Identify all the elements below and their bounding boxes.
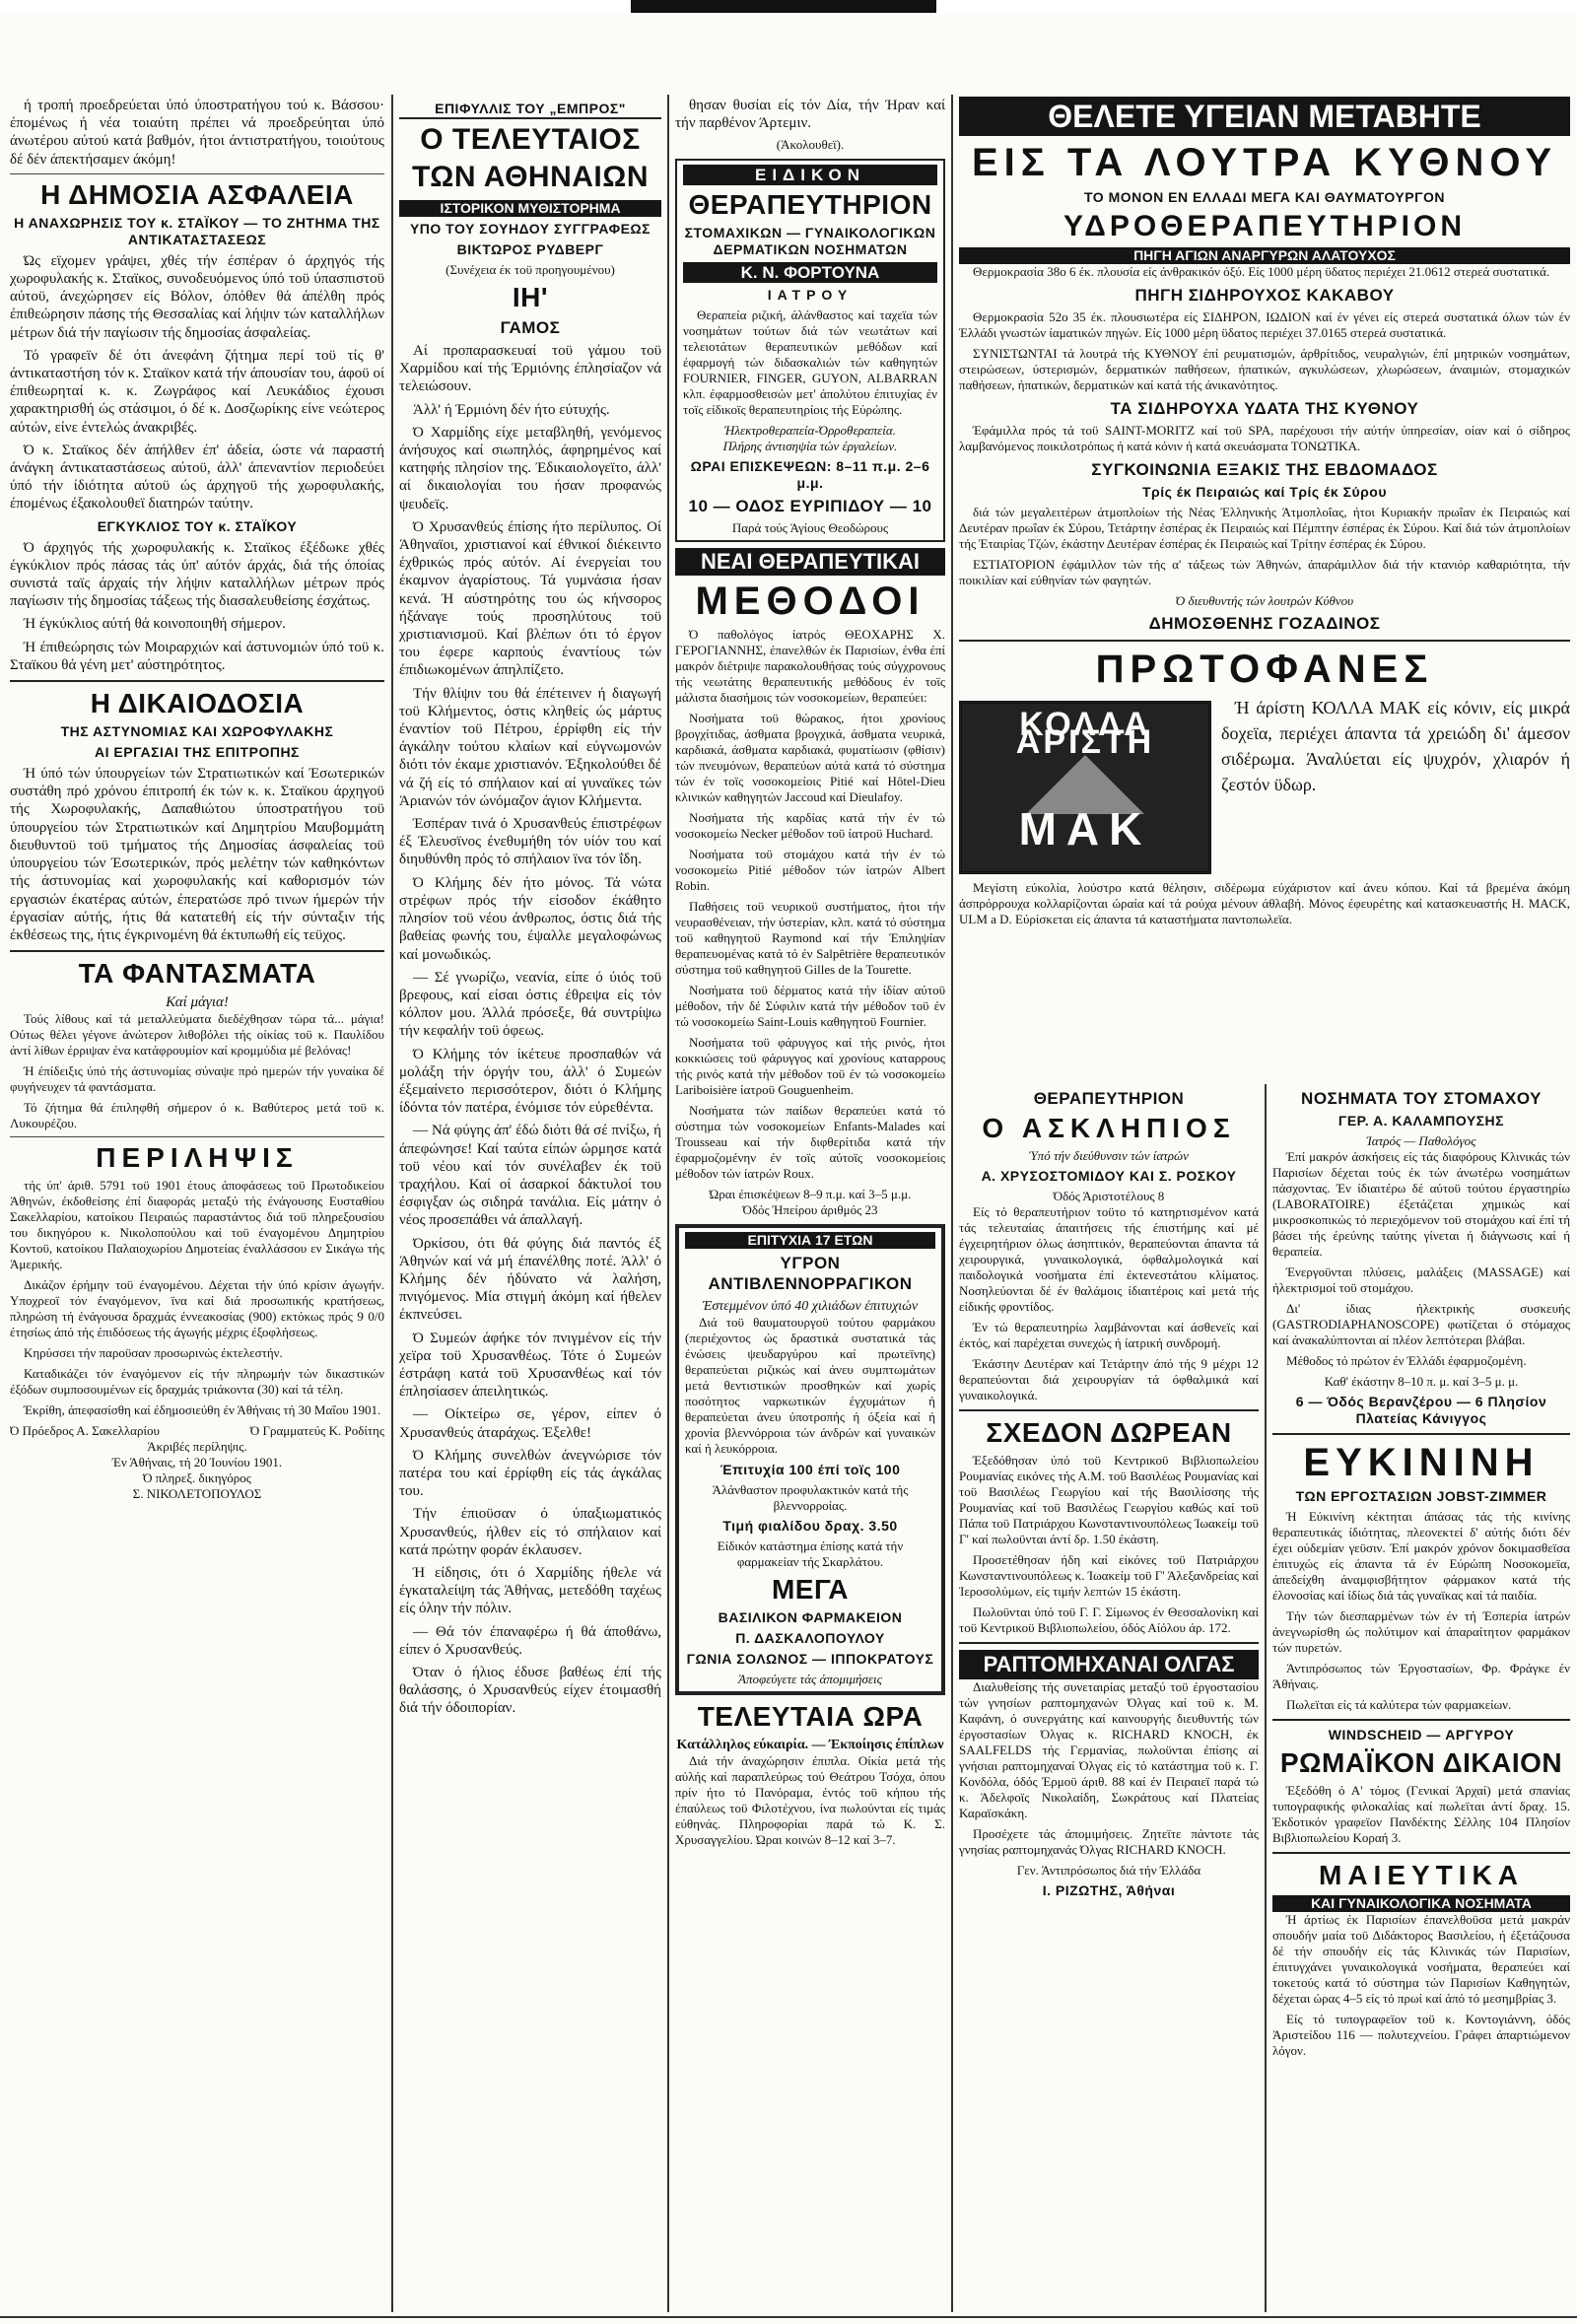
mak-label: ΜΑΚ bbox=[1018, 803, 1152, 855]
novel-subtitle: ΙΣΤΟΡΙΚΟΝ ΜΥΘΙΣΤΟΡΗΜΑ bbox=[399, 200, 661, 217]
paragraph: Έκάστην Δευτέραν καί Τετάρτην άπό τής 9 μέχρι 12 θεραπεύονται διά χειρουργίαν τά όφθαλμικά καί γυναικολογικά. bbox=[959, 1356, 1259, 1402]
pharmacy-address: ΓΩΝΙΑ ΣΟΛΩΝΟΣ — ΙΠΠΟΚΡΑΤΟΥΣ bbox=[686, 1651, 934, 1668]
banner-health: ΘΕΛΕΤΕ ΥΓΕΙΑΝ ΜΕΤΑΒΗΤΕ bbox=[959, 97, 1570, 136]
section-title-justice: Η ΔΙΚΑΙΟΔΟΣΙΑ bbox=[90, 688, 305, 719]
paragraph: Είς τό θεραπευτήριον τοϋτο τό κατηρτισμένον κατά τάς τελευταίας άπαιτήσεις τής έπιστήμης καί μέ έγχειρητήριον όλως άσηπτικόν, θεραπεύονται άπαντα τά χειρουργικά, γυναικολογικά, όφθαλμολογικά καί παιδολογικά νοσήματα έπί έκτενεστάτου κλίματος. Νοσηλεύονται δέ έν θαλάμοις ίδιαιτέροις καί μετά τής είδικής φροντίδος. bbox=[959, 1204, 1259, 1314]
author-name: ΒΙΚΤΩΡΟΣ ΡΥΔΒΕΡΓ bbox=[456, 241, 604, 257]
paragraph: Τό γραφεϊν δέ ότι άνεφάνη ζήτημα περί τοϋ τίς θ' άντικαταστήση τόν κ. Σταϊκον κατά τήν άπουσίαν του, άφοϋ οί έπιθεωρηταί κ. κ. Ζωγράφος καί Λευκάδιος έχουσι χαρακτηρισθή ώς στάσιμοι, ό δέ κ. Δοσζωρίκης είνε νεώτερος αύτών, είνε έντελώς άνακριβές. bbox=[10, 347, 384, 436]
paragraph: Ή έπιθεώρησις τών Μοιραρχιών καί άστυνομιών ύπό τοϋ κ. Σταϊκου θά γένη μετ' αύστηρότητος. bbox=[10, 639, 384, 673]
paragraph: Ό παθολόγος ίατρός ΘΕΟΧΑΡΗΣ Χ. ΓΕΡΟΓΙΑΝΝΗΣ, έπανελθών έκ Παρισίων, ένθα έπί μακρόν διέτριψε παρακολουθήσας τούς σύγχρονους τής νεωτάτης θεραπευτικής μεθόδους έν τοϊς μάλιστα διασήμοις τών νοσοκομείων, θεραπεύει: bbox=[675, 627, 945, 706]
paragraph: Νοσήματα τοϋ θώρακος, ήτοι χρονίους βρογχίτιδας, άσθματα βρογχικά, άσθματα νευρικά, καρδιακά, άσθματα καρδιακά, φυματίωσιν (φθίσιν) τών πνευμόνων, θεραπεύων αύτά κατά τό σύστημα τών έν τοϊς νοσοκομείοις Pitié καί Hôtel-Dieu κλινικών καθηγητών Jaccoud καί Dieulafoy. bbox=[675, 711, 945, 805]
paragraph: Παθήσεις τοϋ νευρικοϋ συστήματος, ήτοι τήν νευρασθένειαν, τήν ύστερίαν, κλπ. κατά τό σύστημα τοϋ καθηγητοϋ Raymond καί τήν Έπιληψίαν θεραπευομένας κατά τό έν Salpêtrière θεραπευτικόν σύστημα τοϋ καθηγητοϋ Gilles de la Tourette. bbox=[675, 899, 945, 978]
paragraph: Προσετέθησαν ήδη καί είκόνες τοϋ Πατριάρχου Κωνσταντινουπόλεως κ. Ίωακείμ τοϋ Γ' Άλεξανδρείας καί Ίεροσολύμων, είς τιμήν λεπτών 15 έκάστη. bbox=[959, 1552, 1259, 1599]
note: Άκριβές περίληψις. bbox=[147, 1439, 247, 1455]
ad-kicker: ΕΠΙΤΥΧΙΑ 17 ΕΤΩΝ bbox=[685, 1232, 935, 1249]
ad-title-midwifery: ΜΑΙΕΥΤΙΚΑ bbox=[1319, 1860, 1524, 1890]
paragraph: — Σέ γνωρίζω, νεανία, είπε ό ύιός τοϋ βρεφους, καί είσαι όστις έθρεψα είς τόν κόλπον μου. Άλλά πρόσεξε, θά συντρίψω τήν κεφαλήν τοϋ όφεως. bbox=[399, 969, 661, 1040]
paragraph: Ό άρχηγός τής χωροφυλακής κ. Σταϊκος έξέδωκε χθές έγκύκλιον πρός πάσας τάς ύπ' αύτόν άρχάς, διά τής όποίας συνιστά ταϊς άρχαίς τήν λήψιν καταλλήλων μέτρων πρός παγίωσιν τής δημοσίας τάξεως τής διασαλευθείσης έσχάτως. bbox=[10, 539, 384, 610]
ad-price: Τιμή φιαλίδου δραχ. 3.50 bbox=[722, 1518, 898, 1535]
shipping-title: ΣΥΓΚΟΙΝΩΝΙΑ ΕΞΑΚΙΣ ΤΗΣ ΕΒΔΟΜΑΔΟΣ bbox=[1091, 460, 1438, 479]
ad-mega: ΜΕΓΑ bbox=[771, 1574, 849, 1606]
paragraph: διά τών μεγαλειτέρων άτμοπλοίων τής Νέας Έλληνικής Άτμοπλοΐας, ήτοι Κυριακήν πρωΐαν έκ Πειραιώς καί Δευτέραν πρωΐαν έκ Σύρου, Τετάρτην έσπέρας έκ Πειραιώς καί Πέμπτην έσπέρας έκ Σύρου. Καί διά τών άτμοπλοίων τής Έταιρίας Τζών, έκάστην Δευτέραν έσπέρας έκ Πειραιώς καί Τρίτην έσπέρας έκ Σύρου. bbox=[959, 505, 1570, 551]
article-intro: ή τροπή προεδρεύεται ύπό ύποστρατήγου τού κ. Βάσσου· έπομένως ή νέα τοιαύτη πρέπει νά προεδρεύηται ύπό άνωτέρου αύτού κατά βαθμόν, ήτοι άντιστρατήγου, τοιούτους δέ δέν άπεκτήσαμεν άκόμη! bbox=[10, 98, 384, 168]
clinic-address: Όδός Άριστοτέλους 8 bbox=[1053, 1189, 1165, 1203]
divider bbox=[1272, 1852, 1570, 1854]
paragraph: Θερμοκρασία 52ο 35 έκ. πλουσιωτέρα είς ΣΙΔΗΡΟΝ, ΙΩΔΙΟΝ καί έν γένει είς στερεά συστατικά όλων τών έν Έλλάδι γνωστών ίαματικών πηγών. Είς 1000 μέρη ϋδατος περιέχει 37.0165 στερεά συστατικά. bbox=[959, 309, 1570, 340]
paragraph: — Θά τόν έπαναφέρω ή θά άποθάνω, είπεν ό Χρυσανθεύς. bbox=[399, 1623, 661, 1658]
ad-title-methods: ΜΕΘΟΔΟΙ bbox=[695, 580, 926, 624]
paragraph: Πωλοϋνται ύπό τοϋ Γ. Γ. Σίμωνος έν Θεσσαλονίκη καί τοϋ Κεντρικοϋ Βιβλιοπωλείου, όδός Αίόλου άρ. 172. bbox=[959, 1605, 1259, 1635]
section-title-summary: ΠΕΡΙΛΗΨΙΣ bbox=[96, 1142, 299, 1174]
paragraph: Όταν ό ήλιος έδυσε βαθέως έπί τής θαλάσσης, ό Χρυσανθεύς είχεν έτοιμασθή διά τήν όδοιπορίαν. bbox=[399, 1665, 661, 1717]
signature: Γεν. Άντιπρόσωπος διά τήν Έλλάδα bbox=[1016, 1863, 1201, 1878]
ad-hours: ΩΡΑΙ ΕΠΙΣΚΕΨΕΩΝ: 8–11 π.μ. 2–6 μ.μ. bbox=[690, 458, 930, 492]
paragraph: Ή άρίστη ΚΟΛΛΑ ΜΑΚ είς κόνιν, είς μικρά δοχεϊα, περιέχει άπαντα τά χρειώδη δι' άμεσον σιδέρωμα. Άναλύεται είς ψυχρόν, χλιαρόν ή ζεστόν ϋδωρ. bbox=[1221, 698, 1570, 794]
column-feuilleton bbox=[399, 97, 661, 2314]
ad-kicker: WINDSCHEID — ΑΡΓΥΡΟΥ bbox=[1328, 1727, 1515, 1743]
note: Έν Άθήναις, τή 20 Ίουνίου 1901. bbox=[111, 1455, 283, 1470]
paragraph: Μεγίστη εύκολία, λούστρο κατά θέλησιν, σιδέρωμα εύχάριστον καί άνευ κόπου. Καί τά βρεμένα άκόμη άσπρόρρουχα κολλαρίζονται ώραία καί τά ρούχα μένουν άθλαβή. Μόνος έφευρέτης καί κατασκευαστής H. MACK, ULM a D. Εύρίσκεται είς άπαντα τά καταστήματα παντοπωλεϊα. bbox=[959, 880, 1570, 926]
continuation-note: (Συνέχεια έκ τοϋ προηγουμένου) bbox=[446, 262, 615, 277]
paragraph: Άντιπρόσωπος τών Έργοστασίων, Φρ. Φράγκε έν Άθήναις. bbox=[1272, 1661, 1570, 1691]
paragraph: Τήν τών διεσπαρμένων τών έν τή Έσπερία ίατρών άνεγνωρίσθη ώς πολύτιμον καί άπαραίτητον φαρμάκον τών πυρετών. bbox=[1272, 1608, 1570, 1655]
ad-note: Ήλεκτροθεραπεία-Όρροθεραπεία. bbox=[724, 423, 896, 439]
paragraph: — Οίκτείρω σε, γέρον, είπεν ό Χρυσανθεύς άταράχως. Έξελθε! bbox=[399, 1406, 661, 1441]
paragraph: Θεραπεία ριζική, άλάνθαστος καί ταχεϊα τών νοσημάτων τούτων διά τών νεωτάτων καί τελειοτάτων θεραπευτικών μεθόδων καί έφαρμογή τών διδασκαλιών τών καθηγητών FOURNIER, FINGER, GUYON, ALBARRAN κλπ. έφαρμοσθεισών μετ' άπολύτου έπιτυχίας έν τοϊς είδικοϊς θεραπευτηρίοις τής Εύρώπης. bbox=[683, 308, 937, 418]
ad-title-almost-free: ΣΧΕΔΟΝ ΔΩΡΕΑΝ bbox=[986, 1417, 1232, 1448]
paragraph: Ένεργοϋνται πλύσεις, μαλάξεις (MASSAGE) καί ήλεκτρισμοί τοϋ στομάχου. bbox=[1272, 1265, 1570, 1295]
section-subtitle: Η ΑΝΑΧΩΡΗΣΙΣ ΤΟΥ κ. ΣΤΑΪΚΟΥ — ΤΟ ΖΗΤΗΜΑ ΤΗΣ ΑΝΤΙΚΑΤΑΣΤΑΣΕΩΣ bbox=[14, 214, 380, 247]
paragraph: Νοσήματα τοϋ φάρυγγος καί τής ρινός, ήτοι κοκκιώσεις τοϋ φάρυγγος καί χρονίους καταρρους τής ρινός κατά τήν μέθοδον τοϋ έν τώ νοσοκομείω Lariboisière ίατροϋ Gouguenheim. bbox=[675, 1035, 945, 1098]
paragraph: Νοσήματα τοϋ στομάχου κατά τήν έν τώ νοσοκομείω Pitié μέθοδον τών ίατρών Albert Robin. bbox=[675, 847, 945, 894]
ad-note: Είδικόν κατάστημα έπίσης κατά τήν φαρμακείαν τής Σκαρλάτου. bbox=[717, 1538, 904, 1570]
paragraph: — Νά φύγης άπ' έδώ διότι θά σέ πνίξω, ή άπεφώνησε! Καί ταύτα είπών ώρμησε κατά τοϋ νέου καί τόν συνέλαβεν έκ τοϋ τραχήλου. Καί οί άσαρκοί δάκτυλοί του έσφιγξαν ώς σιδηρά τανάλια. Είς μάτην ό νέος προσεπάθει νά άπαλλαγή. bbox=[399, 1123, 661, 1229]
paragraph: Έκρίθη, άπεφασίσθη καί έδημοσιεύθη έν Άθήναις τή 30 Μαΐου 1901. bbox=[24, 1402, 381, 1418]
ad-subtitle: Έστεμμένον ύπό 40 χιλιάδων έπιτυχιών bbox=[702, 1299, 919, 1315]
paragraph: Διά τήν άναχώρησιν έπιπλα. Οίκία μετά τής αύλής καί παραπλεύρως τού Θεάτρου Τσόχα, όπου πρίν ήτο τό Πανόραμα, έντός τοϋ κήπου τής έπαύλεως τοϋ Φιλοτέχνου, ίνα πωλούνται είς τιμάς εύθηνάς. Πληροφορίαι παρά τώ Κ. Σ. Χρυσαγγελίου. Ώραι κοινών 8–12 καί 3–7. bbox=[675, 1753, 945, 1848]
column-rule bbox=[391, 95, 393, 2312]
director-line: Ό διευθυντής τών λουτρών Κύθνου bbox=[1175, 593, 1354, 608]
paragraph: Είς τό τυπογραφεϊον τοϋ κ. Κοντογιάννη, όδός Άριστείδου 116 — πολυτεχνείου. Γράφει άπαρτιώμενον λόγον. bbox=[1272, 2012, 1570, 2058]
paragraph: Έφάμιλλα πρός τά τοϋ SAINT-MORITZ καί τοϋ SPA, παρέχουσι τήν αύτήν ύπηρεσίαν, οίαν καί ό σίδηρος λαμβανόμενος ποικιλοτρόπως ή κατά κόνιν ή κατά σκευάσματα ΤΟΝΩΤΙΚΑ. bbox=[959, 423, 1570, 453]
paragraph: Όρκίσου, ότι θά φύγης διά παντός έξ Άθηνών καί νά μή έπανέλθης ποτέ. Άλλ' ό Κλήμης δέν ήδύνατο νά λαλήση, πνιγόμενος. Μία στιγμή άκόμη καί ήθελεν έκπνεύσει. bbox=[399, 1235, 661, 1324]
ad-address: 10 — ΟΔΟΣ ΕΥΡΙΠΙΔΟΥ — 10 bbox=[688, 497, 932, 516]
author-line: ΥΠΟ ΤΟΥ ΣΟΥΗΔΟΥ ΣΥΓΓΡΑΦΕΩΣ bbox=[409, 221, 651, 237]
divider bbox=[10, 173, 384, 174]
section-title-public-safety: Η ΔΗΜΟΣΙΑ ΑΣΦΑΛΕΙΑ bbox=[40, 178, 354, 210]
paragraph: Νοσήματα τών παίδων θεραπεύει κατά τό σύστημα τών νοσοκομείων Enfants-Malades καί Trousseau καί τήν διφθερίτιδα κατά τήν έφαρμοζομένην έν τοϊς αύτοϊς νοσοκομείοις μέθοδον τών ίατρών Roux. bbox=[675, 1103, 945, 1182]
continuation-note: (Άκολουθεϊ). bbox=[776, 137, 845, 153]
divider bbox=[1272, 1433, 1570, 1435]
paragraph: Διαλυθείσης τής συνεταιρίας μεταξύ τοϋ έργοστασίου τών γνησίων ραπτομηχανών Όλγας καί τοϋ κ. Μ. Καφάνη, ό συνεργάτης καί καινουργής διευθυντής τών έργοστασίων Όλγας κ. RICHARD KNOCH, έκ SAALFELDS τής Γερμανίας, πωλοϋνται έπίσης αί γνήσιαι ραπτομηχαναί Όλγας είς τό κατάστημα τοϋ κ. Γ. Κονδόλα, όδός Έρμοϋ άριθ. 88 καί έν Πειραιεϊ παρά τώ κ. Άδελφοϊς Νικολαίδη, Σωκράτους καί Πλατείας Καραϊσκάκη. bbox=[959, 1679, 1259, 1820]
paragraph: Άλλ' ή Έρμιόνη δέν ήτο εύτυχής. bbox=[413, 401, 610, 418]
ad-title-unprecedented: ΠΡΩΤΟΦΑΝΕΣ bbox=[1095, 648, 1434, 691]
ad-title-sewing-machines: ΡΑΠΤΟΜΗΧΑΝΑΙ ΟΛΓΑΣ bbox=[959, 1650, 1259, 1679]
novel-title-line1: Ο ΤΕΛΕΥΤΑΙΟΣ bbox=[420, 123, 641, 156]
ad-subtitle: ΤΩΝ ΕΡΓΟΣΤΑΣΙΩΝ JOBST-ZIMMER bbox=[1295, 1488, 1547, 1504]
paragraph: Νοσήματα τής καρδίας κατά τήν έν τώ νοσοκομείω Necker μέθοδον τοϋ ίατροϋ Huchard. bbox=[675, 810, 945, 842]
paragraph: Δικάζον έρήμην τοϋ έναγομένου. Δέχεται τήν ύπό κρίσιν άγωγήν. Υποχρεοϊ τόν έναγόμενον, ϊνα καί διά προσωπικής κρατήσεως, πληρώση τή ένάγουσα δραχμάς έννεακοσίας (900) εκτόκως πρός 9 0/0 έτησίως άπό τής έπιδόσεως τής άγωγής μέχρις έξοφλήσεως. bbox=[10, 1277, 384, 1340]
column-ads-medical bbox=[675, 97, 945, 2314]
paragraph: Δι' ίδιας ήλεκτρικής συσκευής (GASTRODIAPHANOSCOPE) φωτίζεται ό στόμαχος καί άνακαλύπτονται αί πλέον λεπτότεραι βλάβαι. bbox=[1272, 1301, 1570, 1347]
ad-special-clinic bbox=[675, 159, 945, 542]
signature-row bbox=[10, 1423, 384, 1439]
paragraph: Ό Χαρμίδης είχε μεταβληθή, γενόμενος άνήσυχος καί σιωπηλός, άφηρημένος καί κατηφής πλησίον της. Έδικαιολογεϊτο, άλλ' αί δικαιολογίαι του ήσαν προφανώς ψευδεϊς. bbox=[399, 424, 661, 513]
column-news bbox=[10, 97, 384, 2314]
paragraph: Ή έπίδειξις ύπό τής άστυνομίας σύναψε πρό ημερών τήν γυναίκα δέ φυγήνευχεν τά φαντάσματα. bbox=[10, 1063, 384, 1095]
ad-title-roman-law: ΡΩΜΑΪΚΟΝ ΔΙΚΑΙΟΝ bbox=[1279, 1747, 1563, 1778]
paragraph: Ό κ. Σταϊκος δέν άπήλθεν έπ' άδεία, ώστε νά παραστή άνάγκη άντικαταστάσεως αύτοϋ, άλλ' άπεναντίον περιοδεύει ύπό τήν ίδιότητα αύτοϋ ώς άρχηγοϋ τής χωροφυλακής, έπομένως έξακολουθεϊ διατηρών ταύτην. bbox=[10, 442, 384, 513]
section-kicker: Καί μάγια! bbox=[166, 994, 229, 1011]
banner-hydrotherapy: ΥΔΡΟΘΕΡΑΠΕΥΤΗΡΙΟΝ bbox=[1063, 210, 1466, 242]
paragraph: Έσπέραν τινά ό Χρυσανθεύς έπιστρέφων έξ Έλευσϊνος ένεθυμήθη τόν υίόν του καί διηυθύνθη πρός τό σπήλαιον ϊνα τόν ΐδη. bbox=[399, 816, 661, 868]
masthead-fragment bbox=[631, 0, 936, 13]
spring-title: ΠΗΓΗ ΣΙΔΗΡΟΥΧΟΣ ΚΑΚΑΒΟΥ bbox=[1134, 286, 1395, 305]
signature-secretary: Ό Γραμματεύς Κ. Ροδίτης bbox=[249, 1423, 384, 1439]
paragraph: Ό Κλήμης συνελθών άνεγνώρισε τόν πατέρα του καί έρρίφθη είς τάς άγκάλας του. bbox=[399, 1447, 661, 1500]
paragraph: ΣΥΝΙΣΤΩΝΤΑΙ τά λουτρά τής ΚΥΘΝΟΥ έπί ρευματισμών, άρθρίτιδος, νευραλγιών, έπί μητρικών νοσημάτων, στειρώσεων, ύστερισμών, δερματικών παθήσεων, ήπατικών, αγκυλώσεων, χλωρώσεων, άναιμιών, στομαχικών παθήσεων, ήπατικών, δερματικών καί κατά τής άνικανότητος. bbox=[959, 346, 1570, 392]
ad-note: Άλάνθαστον προφυλακτικόν κατά τής βλεννορροίας. bbox=[712, 1482, 909, 1514]
ad-hours: Ώραι έπισκέψεων 8–9 π.μ. καί 3–5 μ.μ. bbox=[709, 1187, 912, 1202]
ad-antiblenorrhagic bbox=[675, 1224, 945, 1695]
paragraph: Καταδικάζει τόν έναγόμενον είς τήν πληρωμήν τών δικαστικών έξόδων συμποσουμένων είς δραχμάς τριάκοντα (30) καί τά τέλη. bbox=[10, 1366, 384, 1398]
clinic-name: Ο ΑΣΚΛΗΠΙΟΣ bbox=[982, 1113, 1236, 1143]
paragraph: Τήν θλίψιν του θά έπέτεινεν ή διαγωγή τοϋ Κλήμεντος, όστις κληθείς ώς μάρτυς έναντίον τοϋ Πέτρου, έρρίφθη είς τήν άγκάλην τούτου κλαίων καί εύγνωμονών διότι τόν έκαμε χριστιανόν. Έξηκολούθει δέ νά ζή είς τό σπήλαιον καί αί γυναϊκες τών Άριανών τόν ώνόμαζον άγιον Κλήμεντα. bbox=[399, 685, 661, 809]
note: Σ. ΝΙΚΟΛΕΤΟΠΟΥΛΟΣ bbox=[132, 1486, 262, 1502]
banner-kythnos: ΕΙΣ ΤΑ ΛΟΥΤΡΑ ΚΥΘΝΟΥ bbox=[971, 141, 1558, 184]
ad-hours: Καθ' έκάστην 8–10 π. μ. καί 3–5 μ. μ. bbox=[1324, 1374, 1519, 1389]
kolla-ad-row bbox=[959, 695, 1570, 880]
divider bbox=[959, 640, 1570, 642]
spring-title: ΠΗΓΗ ΑΓΙΩΝ ΑΝΑΡΓΥΡΩΝ ΑΛΑΤΟΥΧΟΣ bbox=[959, 247, 1570, 264]
column-ads-lower-right bbox=[1272, 1084, 1570, 2312]
paragraph: Ή είδησις, ότι ό Χαρμίδης ήθελε νά έγκαταλείψη τάς Άθήνας, μετεδόθη ταχέως είς όλην τήν πόλιν. bbox=[399, 1565, 661, 1617]
paragraph: Μέθοδος τό πρώτον έν Έλλάδι έφαρμοζομένη. bbox=[1286, 1353, 1527, 1368]
divider bbox=[959, 1409, 1259, 1411]
divider bbox=[959, 1642, 1259, 1644]
chapter-title: ΓΑΜΟΣ bbox=[500, 318, 561, 337]
ad-title: ΘΕΡΑΠΕΥΤΗΡΙΟΝ bbox=[688, 189, 932, 221]
section-title-ghosts: ΤΑ ΦΑΝΤΑΣΜΑΤΑ bbox=[78, 958, 316, 990]
section-subtitle: ΤΗΣ ΑΣΤΥΝΟΜΙΑΣ ΚΑΙ ΧΩΡΟΦΥΛΑΚΗΣ bbox=[60, 723, 334, 740]
ad-subtitle: ΣΤΟΜΑΧΙΚΩΝ — ΓΥΝΑΙΚΟΛΟΓΙΚΩΝ ΔΕΡΜΑΤΙΚΩΝ ΝΟΣΗΜΑΤΩΝ bbox=[684, 225, 936, 258]
paragraph: Ή έγκύκλιος αύτή θά κοινοποιηθή σήμερον. bbox=[24, 616, 286, 633]
paragraph: Ή άρτίως έκ Παρισίων έπανελθοϋσα μετά μακράν σπουδήν μαία τοϋ Διδάκτορος Βασιλείου, ή έξετάζουσα δέ τήν σπουδήν είς τάς Κλινικάς τών Παρισίων, έπιτυγχάνει γυναικολογικά νοσήματα, θεραπεύει καί τοκετούς κατά τό σύστημα τών Παρισίων Καθηγητών, δέχεται ώρας 4–5 είς τό πρωί καί άπό τό μεσημβρίας 3. bbox=[1272, 1912, 1570, 2006]
paragraph: τής ύπ' άριθ. 5791 τοϋ 1901 έτους άποφάσεως τοϋ Πρωτοδικείου Άθηνών, έκδοθείσης έπί διαφοράς μεταξύ τής ένάγουσης Ευσταθίου Σακελλαρίου, κατοίκου Πειραιώς παραστάντος διά τοϋ πληρεξουσίου του δικηγόρου κ. Νικολοπούλου καί τοϋ έναγομένου Δημητρίου Κοντοϋ, κατοίκου Παλαιοχωρίου Δημοτείας έναλλάσσου εν Σικάγω τής Άμερικής. bbox=[10, 1178, 384, 1272]
paragraph: Ή Εύκινίνη κέκτηται άπάσας τάς τής κινίνης θεραπευτικάς ίδιότητας, πλεονεκτεί δ' αύτής διότι δέν έχει ούδεμίαν γεϋσιν. Έπί μακρόν χρόνον δοκιμασθεϊσα έπιτυχώς είς άπαντα τά έν Εύρώπη Νοσοκομεϊα, άπεδείχθη άναμφισβήτητον φάρμακον κατά τής έλονοσίας καί ίδίως διά τάς γυναϊκας καί τά παιδία. bbox=[1272, 1509, 1570, 1603]
pharmacy-owner: Π. ΔΑΣΚΑΛΟΠΟΥΛΟΥ bbox=[735, 1630, 885, 1647]
divider bbox=[10, 680, 384, 682]
ad-subtitle: ΚΑΙ ΓΥΝΑΙΚΟΛΟΓΙΚΑ ΝΟΣΗΜΑΤΑ bbox=[1272, 1895, 1570, 1912]
feuilleton-header: ΕΠΙΦΥΛΛΙΣ ΤΟΥ „ΕΜΠΡΟΣ" bbox=[399, 101, 661, 119]
novel-title-line2: ΤΩΝ ΑΘΗΝΑΙΩΝ bbox=[412, 161, 649, 193]
paragraph: Τό ζήτημα θά έπιληφθή σήμερον ό κ. Βαθύτερος μετά τοϋ κ. Λυκουρέζου. bbox=[10, 1100, 384, 1131]
ad-headline: ΥΓΡΟΝ ΑΝΤΙΒΛΕΝΝΟΡΡΑΓΙΚΟΝ bbox=[708, 1254, 913, 1294]
paragraph: Ό Χρυσανθεύς έπίσης ήτο περίλυπος. Οί Άθηναϊοι, χριστιανοί καί έθνικοί διέκειντο έχθρικώς πρός αύτόν. Αί ένεργείαι του έκαμνον άγαρίστους. Τά γυμνάσια ήσαν κενά. Ή αύστηρότης του ώς κήνσορος ήξάναγε τούς προσηλύτους τοϋ χριστιανισμοϋ. Καί βλέπων ότι τό έργον του έφερε καρπούς έναντίους τών έπιδιωκομένων άπηλπίζετο. bbox=[399, 518, 661, 679]
paragraph: Θερμοκρασία 38ο 6 έκ. πλουσία είς άνθρακικόν όξύ. Είς 1000 μέρη ϋδατος περιέχει 21.0612 στερεά συστατικά. bbox=[973, 264, 1550, 279]
paragraph: Τούς λίθους καί τά μεταλλεύματα διεδέχθησαν τώρα τά... μάγια! Ούτως θέλει γέγονε άνώτερον λιθοβόλει τής οίκίας τοϋ κ. Παυλίδου άντί λίθων έρριψαν ένα κατάφρουμίον καί κρομμύδια μέ βελόνας! bbox=[10, 1011, 384, 1059]
section-kicker: ΑΙ ΕΡΓΑΣΙΑΙ ΤΗΣ ΕΠΙΤΡΟΠΗΣ bbox=[95, 744, 300, 761]
column-ads-kythnos bbox=[959, 97, 1570, 1072]
paragraph: Διά τοϋ θαυματουργοϋ τούτου φαρμάκου (περιέχοντος ώς δραστικά συστατικά τάς ένώσεις ψευδαργύρου καί πρωτεϊνης) θεραπεύεται ριζικώς καί άνευ συμπτωμάτων μετά θεντιστικών προσθηκών καί χωρίς ποσότητος ναρκωτικών έγχυμάτων ή θεραπεύεται άνευ ύποτροπής ή όξεία καί ή χρονία βλεννόρροια τών άνδρών καί γυναικών καί ή λευκόρροια. bbox=[685, 1315, 935, 1457]
ad-title-eukinin: ΕΥΚΙΝΙΝΗ bbox=[1303, 1441, 1540, 1484]
ad-subtitle: Κατάλληλος εύκαιρία. — Έκποίησις έπίπλων bbox=[676, 1738, 944, 1753]
divider bbox=[10, 950, 384, 952]
paragraph: Έξεδόθησαν ύπό τοϋ Κεντρικοϋ Βιβλιοπωλείου Ρουμανίας εικόνες τής Α.Μ. τοϋ Βασιλέως Ρουμανίας καί τοϋ Βασιλέως Γεωργίου καί τής Βασιλίσσης τής Ρουμανίας καί τοϋ Βασιλέως Γεωργίου καθώς καί τοϋ Πάπα τοϋ Πατριάρχου Κωνσταντινουπόλεως Ίωακείμ τοϋ Γ' καί πωλοϋνται άντί δρ. 1.50 έκάστη. bbox=[959, 1453, 1259, 1546]
column-rule bbox=[667, 95, 669, 2312]
section-subtitle-circular: ΕΓΚΥΚΛΙΟΣ ΤΟΥ κ. ΣΤΑΪΚΟΥ bbox=[97, 517, 298, 534]
paragraph: Έν τώ θεραπευτηρίω λαμβάνονται καί άσθενεϊς καί έκτός, καί παρέχεται συνεχώς ή ίατρική συνδρομή. bbox=[959, 1320, 1259, 1350]
chapter-number: ΙΗ' bbox=[512, 282, 549, 312]
paragraph: Νοσήματα τοϋ δέρματος κατά τήν ίδίαν αύτοϋ μέθοδον, τήν δέ Σύφιλιν κατά τήν μέθοδον τοϋ έν τώ νοσοκομείω Saint-Louis καθηγητοϋ Fournier. bbox=[675, 983, 945, 1030]
note: Ό πληρεξ. δικηγόρος bbox=[143, 1470, 251, 1486]
paragraph: Τήν έπιοϋσαν ό ύπαξιωματικός Χρυσανθεύς, ήλθεν είς τό σπήλαιον καί κατά πρώτην φοράν έκλαυσεν. bbox=[399, 1506, 661, 1558]
paragraph: Ό Κλήμης δέν ήτο μόνος. Τά νώτα στρέφων πρός τήν είσοδον έκάθητο πλησίον τοϋ νέου άνθρωπος, όστις διά τής βαθείας φωνής του, έψαλλε μεγαλοφώνως καί μονωδικώς. bbox=[399, 874, 661, 963]
paragraph: θησαν θυσίαι είς τόν Δία, τήν Ήραν καί τήν παρθένον Άρτεμιν. bbox=[675, 98, 945, 132]
signature-president: Ό Πρόεδρος Α. Σακελλαρίου bbox=[10, 1423, 160, 1439]
pharmacy-note: Άποφεύγετε τάς άπομιμήσεις bbox=[738, 1672, 882, 1687]
ad-title-new-methods: ΝΕΑΙ ΘΕΡΑΠΕΥΤΙΚΑΙ bbox=[675, 548, 945, 576]
ad-address: 6 — Όδός Βερανζέρου — 6 Πλησίον Πλατείας Κάνιγγος bbox=[1295, 1394, 1547, 1426]
ad-address: Όδός Ήπείρου άριθμός 23 bbox=[742, 1202, 878, 1218]
doctor-name: ΓΕΡ. Α. ΚΑΛΑΜΠΟΥΣΗΣ bbox=[1337, 1113, 1505, 1128]
clinic-kicker: ΘΕΡΑΠΕΥΤΗΡΙΟΝ bbox=[1033, 1089, 1185, 1108]
iron-waters-title: ΤΑ ΣΙΔΗΡΟΥΧΑ ΥΔΑΤΑ ΤΗΣ ΚΥΘΝΟΥ bbox=[1110, 399, 1419, 418]
banner-subline: ΤΟ ΜΟΝΟΝ ΕΝ ΕΛΛΑΔΙ ΜΕΓΑ ΚΑΙ ΘΑΥΜΑΤΟΥΡΓΟΝ bbox=[1083, 189, 1445, 205]
kolla-mak-package-image bbox=[959, 701, 1211, 874]
column-ads-lower-left bbox=[959, 1084, 1259, 2312]
pharmacy-name: ΒΑΣΙΛΙΚΟΝ ΦΑΡΜΑΚΕΙΟΝ bbox=[718, 1609, 903, 1626]
column-rule bbox=[1265, 1084, 1267, 2312]
column-rule bbox=[951, 95, 953, 2312]
paragraph: Προσέχετε τάς άπομιμήσεις. Ζητεϊτε πάντοτε τάς γνησίας ραπτομηχανάς Όλγας RICHARD KNOCH. bbox=[959, 1826, 1259, 1857]
doctor-title: Ίατρός — Παθολόγος bbox=[1366, 1133, 1476, 1148]
paragraph: Έξεδόθη ό Α' τόμος (Γενικαί Άρχαί) μετά σπανίας τυπογραφικής φιλοκαλίας καί πωλεϊται άντί δραχ. 15. Έκδοτικόν γραφεϊον Πανδέκτης Σέλλης 104 Πλησίον Βιβλιοπωλείου Κοραή 3. bbox=[1272, 1783, 1570, 1845]
kolla-label: ΚΟΛΛΑ ΑΡΙΣΤΗ bbox=[1015, 706, 1155, 762]
paragraph: Αί προπαρασκευαί τοϋ γάμου τοϋ Χαρμίδου καί τής Έρμιόνης έπλησίαζον νά τελειώσουν. bbox=[399, 343, 661, 395]
clinic-subtitle: Ύπό τήν διεύθυνσιν τών ίατρών bbox=[1029, 1148, 1189, 1163]
divider bbox=[1272, 1719, 1570, 1721]
bottom-rule bbox=[0, 2316, 1577, 2318]
ad-address-note: Παρά τούς Άγίους Θεοδώρους bbox=[731, 520, 889, 536]
paragraph: Ή ύπό τών ύπουργείων τών Στρατιωτικών καί Έσωτερικών συστάθη πρό χρόνου έπιτροπή έκ τών κ. κ. Σταϊκου άρχηγοϋ τής Χωροφυλακής, Δαπαθιώτου ύποστρατήγου τοϋ ύπουργείου τών Στρατιωτικών καί Δημητρίου Μαυβομμάτη διευθυντοϋ τοϋ τμήματος τής Δημοσίας άσφαλείας τοϋ ύπουργείου τών Έσωτερικών, πρός μελέτην τών καθηκόντων τής άστυνομίας καί χωροφυλακής καί καθορισμόν τών εργασιών έκατέρας αύτών, έπερατώσε πρό τινων ήμερών τήν έργασίαν αύτής, ήτις θά κατατεθή είς τήν σύνταξιν τής έκθέσεως της, ήτις έγκρινομένη θά έκτυπωθή είς τεϋχος. bbox=[10, 766, 384, 943]
shipping-subtitle: Τρίς έκ Πειραιώς καί Τρίς έκ Σύρου bbox=[1141, 484, 1387, 500]
ad-success: Έπιτυχία 100 έπί τοϊς 100 bbox=[720, 1462, 901, 1478]
paragraph: Ώς εϊχομεν γράψει, χθές τήν έσπέραν ό άρχηγός τής χωροφυλακής κ. Σταϊκος, συνοδευόμενος ύπό τοϋ ύπασπιστοϋ αύτοϋ, άνεχώρησεν είς Βόλον, όπόθεν θά άπέλθη πρός έπιθεώρησιν πάσης τής Θεσσαλίας καί λήψιν τών καταλλήλων μέτρων διά τήν παγίωσιν τής δημοσίας άσφαλείας. bbox=[10, 252, 384, 341]
ad-doctor-title: ΙΑΤΡΟΥ bbox=[767, 287, 854, 304]
ad-note: Πλήρης άντισηψία τών έργαλείων. bbox=[722, 439, 898, 454]
ad-title-last-hour: ΤΕΛΕΥΤΑΙΑ ΩΡΑ bbox=[697, 1701, 924, 1733]
paragraph: Πωλεϊται είς τά καλύτερα τών φαρμακείων. bbox=[1286, 1697, 1512, 1712]
ad-doctor: Κ. Ν. ΦΟΡΤΟΥΝΑ bbox=[683, 262, 937, 283]
ad-title-stomach: ΝΟΣΗΜΑΤΑ ΤΟΥ ΣΤΟΜΑΧΟΥ bbox=[1301, 1089, 1542, 1108]
paragraph: Κηρύσσει τήν παροϋσαν προσωρινώς έκτελεστήν. bbox=[24, 1345, 283, 1361]
ad-kicker: ΕΙΔΙΚΟΝ bbox=[683, 165, 937, 185]
paragraph: Ό Συμεών άφήκε τόν πνιγμένον είς τήν χεϊρα τοϋ Χρυσανθέως. Τότε ό Συμεών έστράφη κατά τοϋ Χρυσανθέως καί τόν έπλησίασεν άπειλητικώς. bbox=[399, 1330, 661, 1401]
paragraph: Έπί μακρόν άσκήσεις είς τάς διαφόρους Κλινικάς τών Παρισίων δέχεται τούς έκ τών άνωτέρω νοσημάτων πάσχοντας. Έν ίδιαιτέρω δέ αύτοϋ τούτου έργαστηρίω (LABORATOIRE) έξετάζεται χημικώς καί μικροσκοπικώς τό περιεχόμενον τοϋ στομάχου καί έπί τή βάσει τής έρεύνης ταύτης γίνεται ή διάγνωσις καί ή θεραπεία. bbox=[1272, 1149, 1570, 1259]
paragraph: Ό Κλήμης τόν ίκέτευε προσπαθών νά μολάξη τήν όργήν του, άλλ' ό Συμεών έξεμαίνετο περισσότερον, διότι ό Κλήμης ίδόντα τόν πατέρα, ένόμισε τόν εύρεθέντα. bbox=[399, 1046, 661, 1117]
divider bbox=[10, 1136, 384, 1137]
paragraph: ΕΣΤΙΑΤΟΡΙΟΝ έφάμιλλον τών τής α' τάξεως τών Άθηνών, άπαράμιλλον διά τήν κτανιόρ καθαριότητα, τήν ποικιλίαν καί εύθηνίαν τών φαγητών. bbox=[959, 557, 1570, 587]
clinic-doctors: Α. ΧΡΥΣΟΣΤΟΜΙΔΟΥ ΚΑΙ Σ. ΡΟΣΚΟΥ bbox=[981, 1168, 1237, 1184]
director-name: ΔΗΜΟΣΘΕΝΗΣ ΓΟΖΑΔΙΝΟΣ bbox=[1148, 614, 1381, 633]
signature-name: Ι. ΡΙΖΩΤΗΣ, Άθήναι bbox=[1042, 1882, 1176, 1898]
